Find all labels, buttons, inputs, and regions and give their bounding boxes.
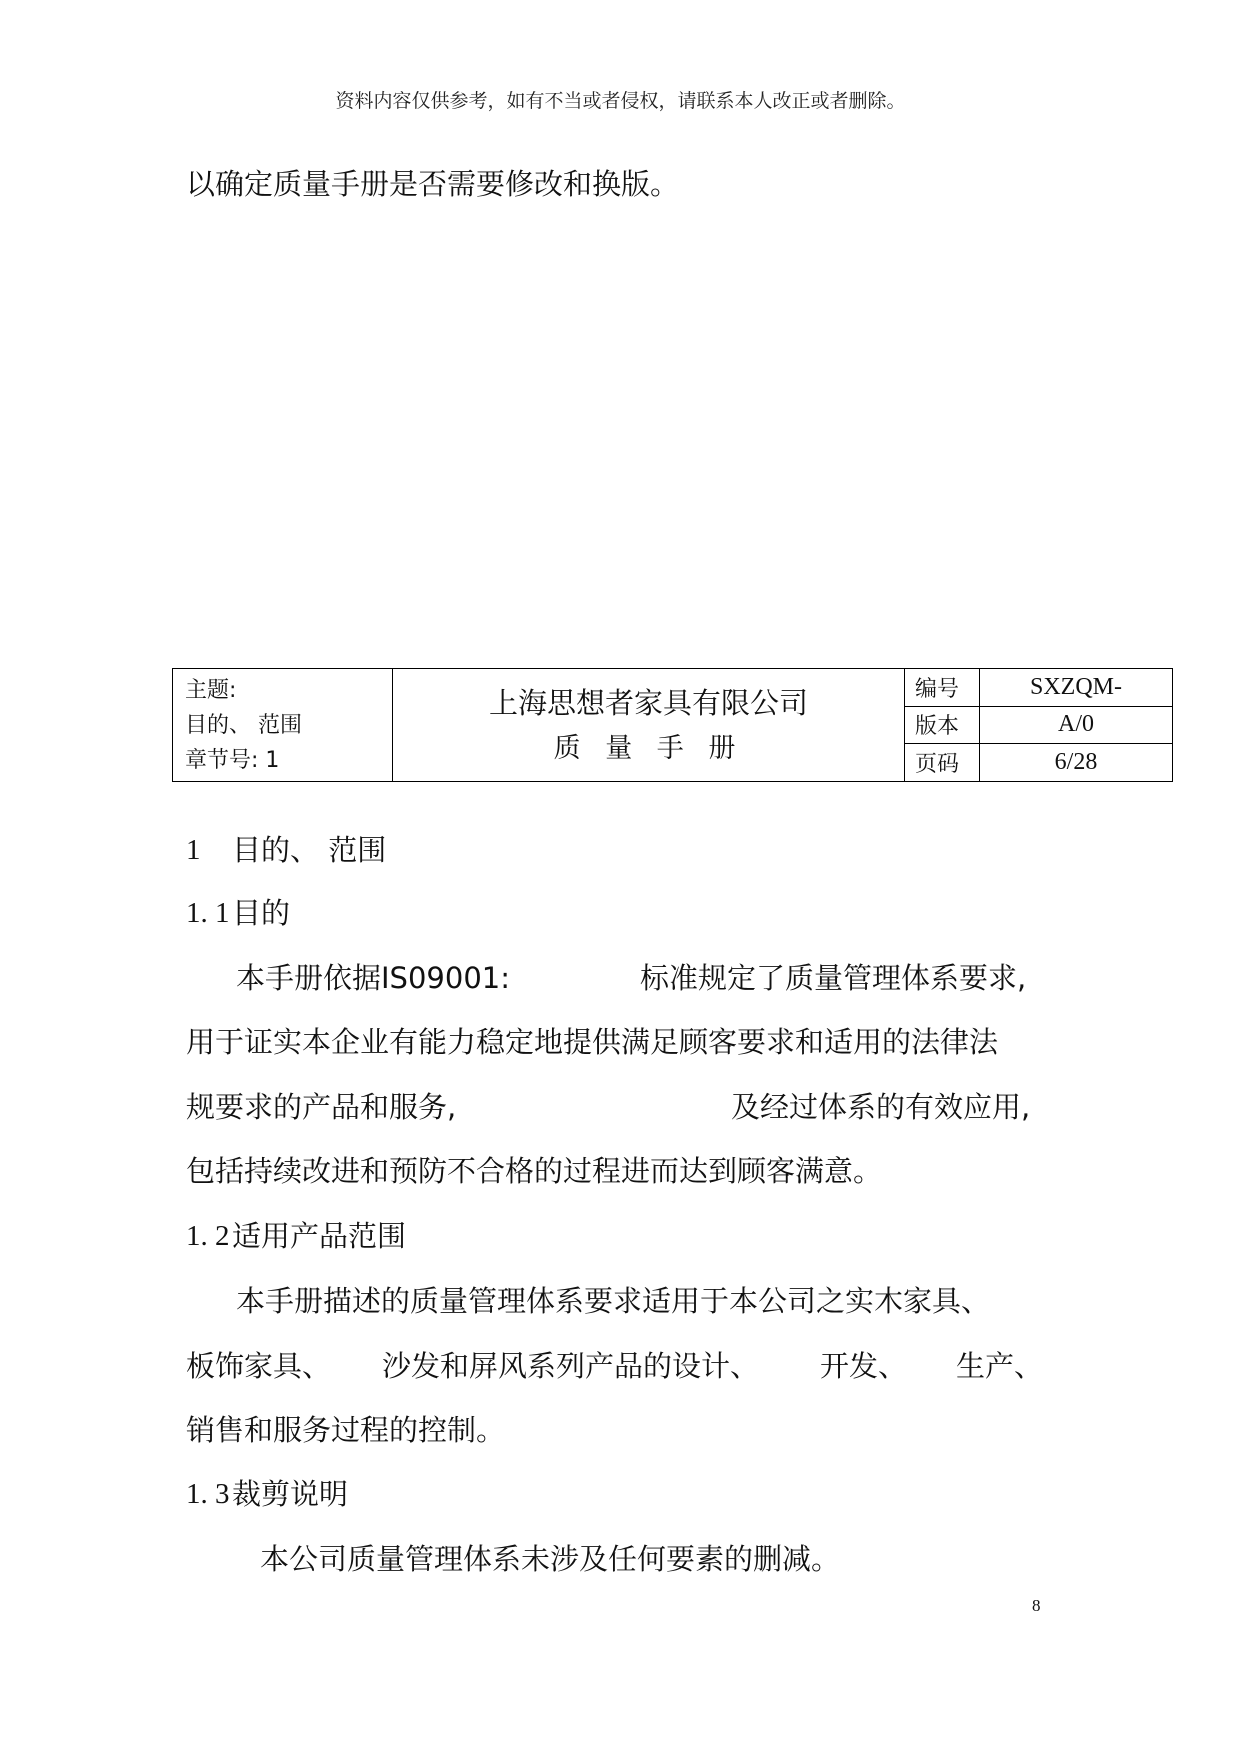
company-name: 上海思想者家具有限公司 [488,686,808,720]
section-title: 目的、 范围 [232,833,387,867]
version-value: A/0 [980,706,1173,744]
subsection-title: 目的 [232,896,291,930]
subsection-title: 裁剪说明 [232,1477,349,1511]
subject-value: 目的、 范围 [185,712,302,738]
paragraph-line: 用于证实本企业有能力稳定地提供满足顾客要求和适用的法律法 [186,1025,999,1059]
title-cell [393,669,905,782]
section-number: 1 [186,834,201,866]
subsection-number: 1. 1 [186,897,230,929]
subsection-title: 适用产品范围 [232,1219,407,1253]
disclaimer-header: 资料内容仅供参考，如有不当或者侵权，请联系本人改正或者删除。 [335,90,906,112]
subject-label: 主题: [185,677,237,703]
paragraph-segment: 本手册描述的质量管理体系要求适用于本公司之实木家具、 [236,1284,991,1318]
paragraph-segment: 及经过体系的有效应用, [731,1090,1031,1124]
paragraph-segment: 本手册依据IS09001: [236,961,510,995]
chapter-number: 章节号: 1 [185,747,280,773]
page-label: 页码 [905,744,980,782]
paragraph-segment: 标准规定了质量管理体系要求, [640,961,1027,995]
paragraph-segment: 生产、 [956,1349,1044,1383]
version-label: 版本 [905,706,980,744]
paragraph-segment: 开发、 [820,1349,908,1383]
subsection-number: 1. 3 [186,1478,230,1510]
document-header-table [172,668,1173,782]
page-value: 6/28 [980,744,1173,782]
subject-cell [173,669,393,782]
code-label: 编号 [905,669,980,707]
paragraph-segment: 规要求的产品和服务, [186,1090,457,1124]
paragraph-segment: 板饰家具、 [186,1349,332,1383]
document-title: 质 量 手 册 [553,733,744,764]
subsection-number: 1. 2 [186,1220,230,1252]
paragraph-segment: 沙发和屏风系列产品的设计、 [382,1349,760,1383]
paragraph-line: 包括持续改进和预防不合格的过程进而达到顾客满意。 [186,1154,883,1188]
paragraph-segment: 本公司质量管理体系未涉及任何要素的删减。 [260,1542,841,1576]
code-value: SXZQM- [980,669,1173,707]
carryover-paragraph: 以确定质量手册是否需要修改和换版。 [186,167,680,201]
page-number: 8 [1032,1596,1041,1615]
paragraph-line: 销售和服务过程的控制。 [186,1413,506,1447]
